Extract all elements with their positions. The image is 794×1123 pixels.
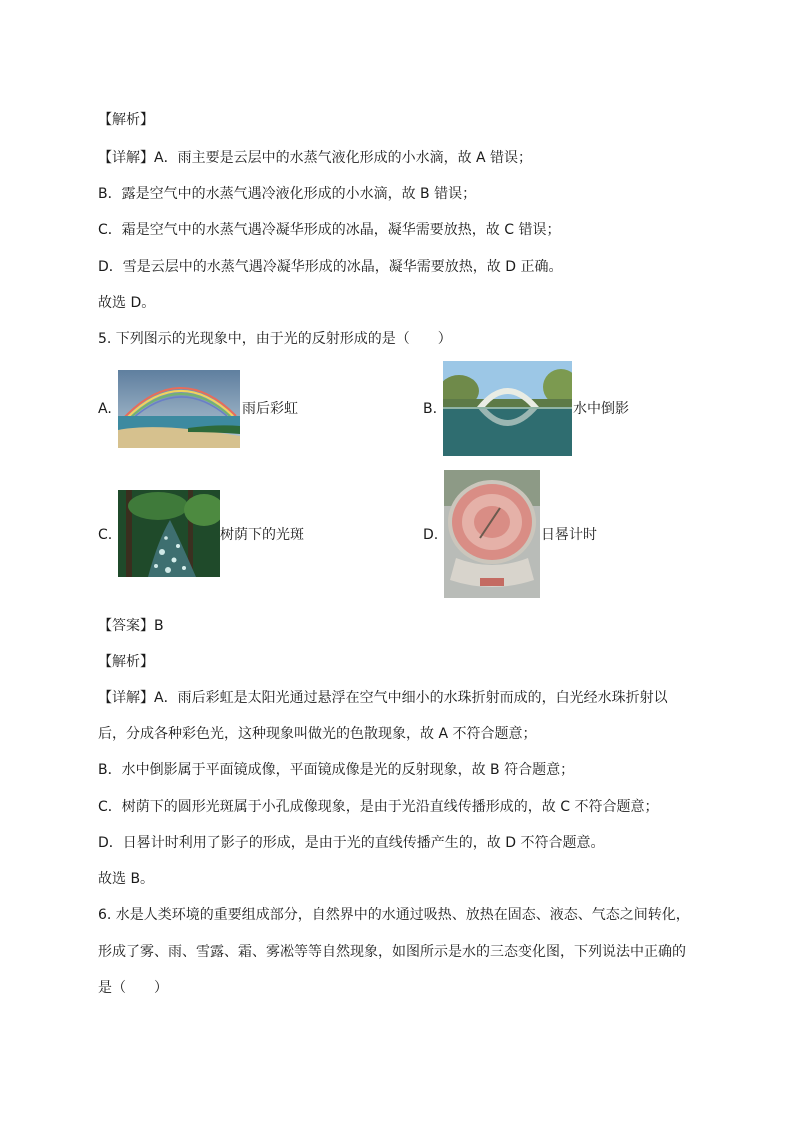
forest-light-spots-photo: [118, 490, 220, 577]
q5-analysis-heading: 【解析】: [98, 654, 154, 670]
option-a-letter: A.: [98, 401, 112, 417]
option-c-label: 树荫下的光斑: [220, 527, 304, 543]
detail-line-b: B．露是空气中的水蒸气遇冷液化形成的小水滴，故 B 错误；: [98, 186, 477, 202]
option-d-label: 日晷计时: [541, 527, 597, 543]
rainbow-photo: [118, 370, 240, 448]
bridge-reflection-photo: [443, 361, 572, 456]
answer: 【答案】B: [98, 618, 164, 634]
option-a-label: 雨后彩虹: [242, 401, 298, 417]
question-6-line-3: 是（ ）: [98, 980, 168, 996]
question-6-line-2: 形成了雾、雨、雪露、霜、雾凇等等自然现象，如图所示是水的三态变化图，下列说法中正确的: [98, 944, 686, 960]
q5-detail-line-b: B．水中倒影属于平面镜成像，平面镜成像是光的反射现象，故 B 符合题意；: [98, 762, 575, 778]
conclusion: 故选 D。: [98, 295, 156, 311]
detail-line-c: C．霜是空气中的水蒸气遇冷凝华形成的冰晶，凝华需要放热，故 C 错误；: [98, 222, 561, 238]
q5-detail-line-c: C．树荫下的圆形光斑属于小孔成像现象，是由于光沿直线传播形成的，故 C 不符合题意；: [98, 799, 659, 815]
question-6-line-1: 6. 水是人类环境的重要组成部分，自然界中的水通过吸热、放热在固态、液态、气态之间转化，: [98, 907, 690, 923]
detail-line-d: D．雪是云层中的水蒸气遇冷凝华形成的冰晶，凝华需要放热，故 D 正确。: [98, 259, 563, 275]
q5-conclusion: 故选 B。: [98, 871, 155, 887]
option-b-letter: B.: [423, 401, 438, 417]
analysis-heading: 【解析】: [98, 112, 154, 128]
q5-detail-line-1: 【详解】A．雨后彩虹是太阳光通过悬浮在空气中细小的水珠折射而成的，白光经水珠折射以: [98, 690, 668, 706]
sundial-photo: [444, 470, 540, 598]
detail-line-a: 【详解】A．雨主要是云层中的水蒸气液化形成的小水滴，故 A 错误；: [98, 150, 533, 166]
question-5-stem: 5. 下列图示的光现象中，由于光的反射形成的是（ ）: [98, 331, 452, 347]
q5-detail-line-2: 后，分成各种彩色光，这种现象叫做光的色散现象，故 A 不符合题意；: [98, 726, 537, 742]
q5-detail-line-d: D．日晷计时利用了影子的形成，是由于光的直线传播产生的，故 D 不符合题意。: [98, 835, 605, 851]
option-b-label: 水中倒影: [573, 401, 629, 417]
option-d-letter: D.: [423, 527, 439, 543]
option-c-letter: C.: [98, 527, 113, 543]
